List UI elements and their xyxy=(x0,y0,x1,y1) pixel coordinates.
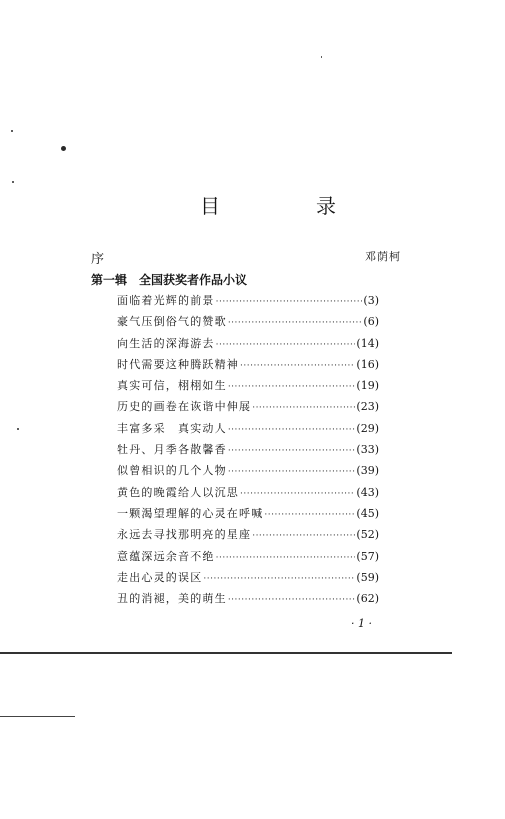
entry-page: (16) xyxy=(356,357,379,371)
entry-page: (3) xyxy=(363,294,379,307)
toc-entry xyxy=(117,462,379,483)
toc-entry xyxy=(117,356,379,377)
entry-page: (29) xyxy=(356,421,379,435)
entry-page: (43) xyxy=(356,485,379,499)
entry-page: (23) xyxy=(356,400,379,414)
page-title: 目 录 xyxy=(200,194,374,218)
toc-entry xyxy=(117,505,379,526)
toc-entry xyxy=(117,313,379,334)
toc-entry xyxy=(117,484,379,505)
preface-label: 序 xyxy=(91,252,105,267)
preface-row xyxy=(91,248,401,266)
dot-leader xyxy=(252,531,355,541)
entry-title: 真实可信，栩栩如生 xyxy=(117,379,227,393)
entry-title: 一颗渴望理解的心灵在呼喊 xyxy=(117,506,264,520)
toc-entry xyxy=(117,398,379,419)
toc-entry xyxy=(117,420,379,441)
entry-title: 丰富多采 真实动人 xyxy=(117,421,227,435)
dot-leader xyxy=(216,553,356,563)
entry-title: 丑的消褪，美的萌生 xyxy=(117,592,227,606)
scan-rule-short xyxy=(0,716,75,717)
toc-entry xyxy=(117,569,379,590)
entry-title: 似曾相识的几个人物 xyxy=(117,464,227,478)
page-number: · 1 · xyxy=(351,617,372,630)
toc-entry xyxy=(117,526,379,547)
entry-page: (39) xyxy=(356,464,379,478)
toc-entry xyxy=(117,548,379,569)
scan-speck xyxy=(61,146,66,151)
scan-rule-line xyxy=(0,652,452,654)
dot-leader xyxy=(228,595,356,605)
preface-author: 邓荫柯 xyxy=(365,250,401,263)
entry-title: 黄色的晚霞给人以沉思 xyxy=(117,485,239,499)
toc-entry xyxy=(117,292,379,313)
entry-page: (57) xyxy=(356,549,379,563)
dot-leader xyxy=(252,403,355,413)
dot-leader xyxy=(228,467,356,477)
scan-speck xyxy=(321,56,322,58)
entry-title: 走出心灵的误区 xyxy=(117,570,203,584)
entry-title: 面临着光辉的前景 xyxy=(117,294,215,307)
entry-title: 历史的画卷在诙谐中伸展 xyxy=(117,400,252,414)
entry-page: (33) xyxy=(356,443,379,457)
section-title: 全国获奖者作品小议 xyxy=(139,273,248,287)
scan-speck xyxy=(12,181,14,183)
toc-entry xyxy=(117,590,379,611)
dot-leader xyxy=(228,318,363,328)
entry-page: (45) xyxy=(356,506,379,520)
entry-page: (52) xyxy=(356,528,379,542)
entry-page: (6) xyxy=(363,315,379,329)
entry-page: (14) xyxy=(356,336,379,350)
entry-title: 向生活的深海游去 xyxy=(117,336,215,350)
toc-entry xyxy=(117,441,379,462)
scan-speck xyxy=(17,428,19,430)
dot-leader xyxy=(240,361,355,371)
dot-leader xyxy=(203,574,355,584)
entry-page: (59) xyxy=(356,570,379,584)
scan-speck xyxy=(11,130,13,132)
toc-entry xyxy=(117,335,379,356)
entry-title: 永远去寻找那明亮的星座 xyxy=(117,528,252,542)
toc-list xyxy=(117,292,379,611)
section-number: 第一辑 xyxy=(91,273,128,287)
dot-leader xyxy=(264,510,355,520)
toc-entry xyxy=(117,377,379,398)
entry-title: 时代需要这种腾跃精神 xyxy=(117,357,239,371)
dot-leader xyxy=(216,340,356,350)
entry-title: 牡丹、月季各散馨香 xyxy=(117,443,227,457)
entry-page: (62) xyxy=(356,592,379,606)
dot-leader xyxy=(240,489,355,499)
dot-leader xyxy=(228,382,356,392)
section-heading xyxy=(91,271,247,288)
entry-page: (19) xyxy=(356,379,379,393)
entry-title: 豪气压倒俗气的赞歌 xyxy=(117,315,227,329)
dot-leader xyxy=(228,425,356,435)
dot-leader xyxy=(228,446,356,456)
entry-title: 意蕴深远余音不绝 xyxy=(117,549,215,563)
dot-leader xyxy=(216,297,363,307)
